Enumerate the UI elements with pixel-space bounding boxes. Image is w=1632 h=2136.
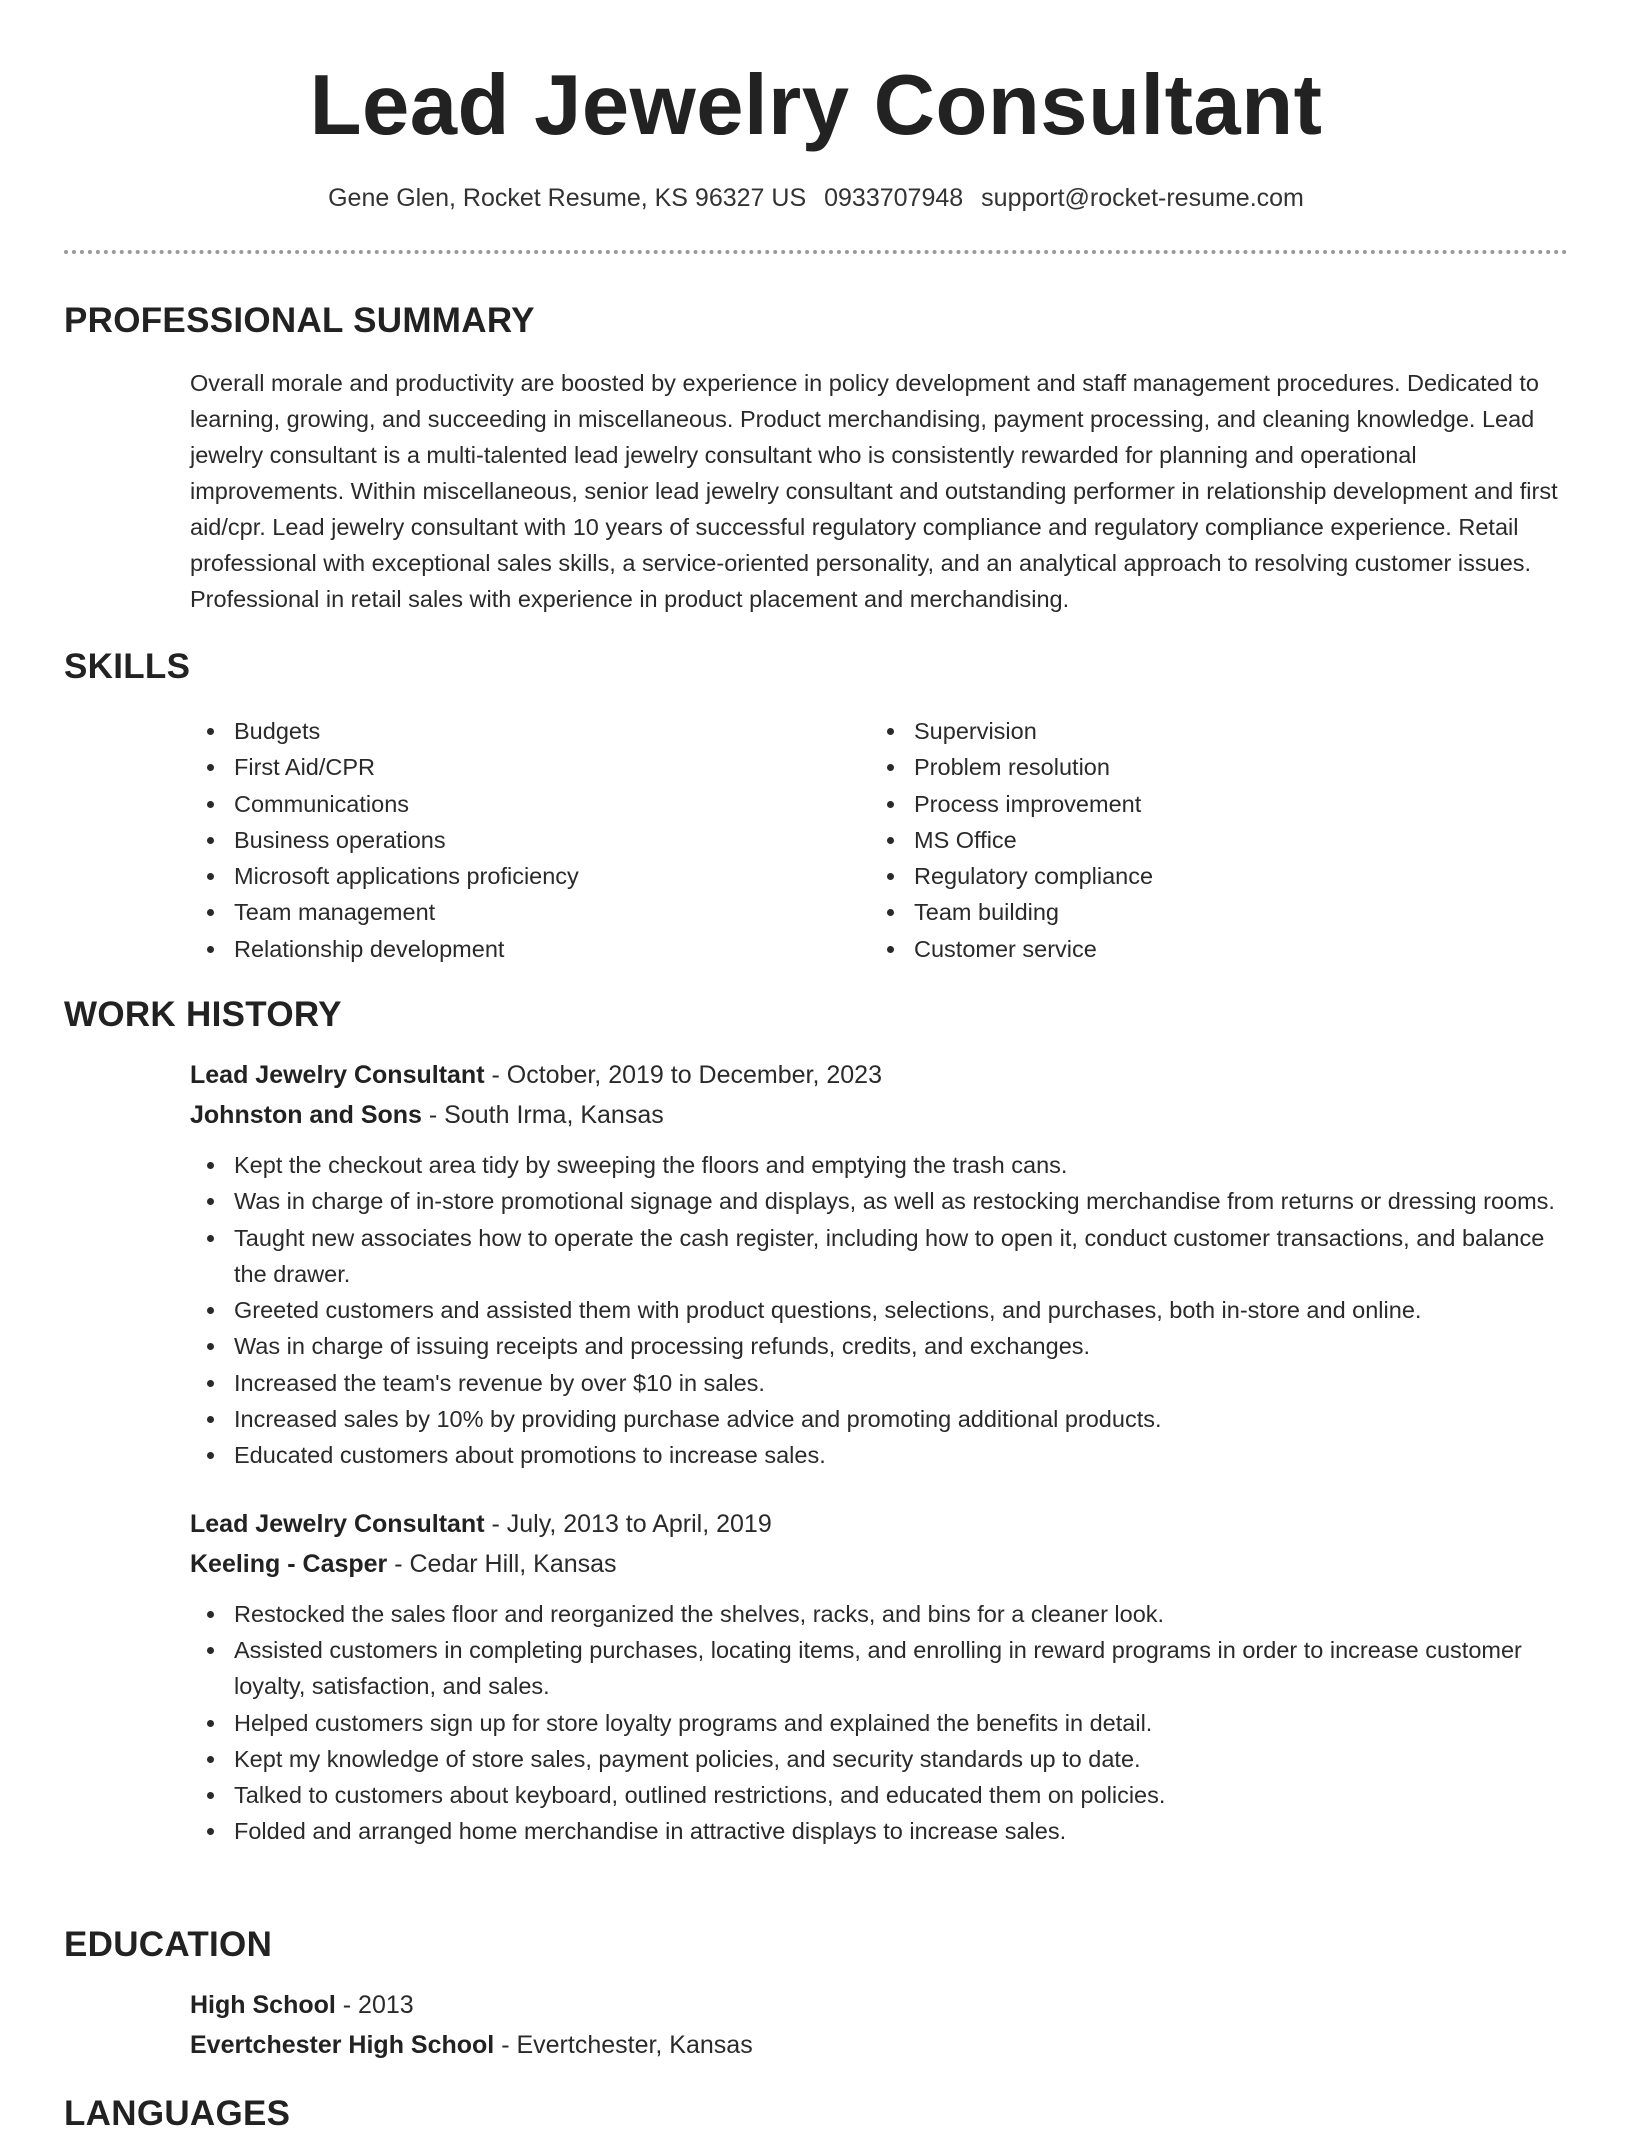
skill-item: Regulatory compliance: [914, 858, 1550, 894]
contact-address: Gene Glen, Rocket Resume, KS 96327 US: [328, 184, 807, 212]
skill-item: Team management: [234, 894, 870, 930]
education-section: [64, 1923, 1568, 2065]
work-history-heading: WORK HISTORY: [64, 995, 342, 1034]
skill-item: Customer service: [914, 931, 1550, 967]
job-bullets: [190, 1147, 1568, 1474]
skill-item: Budgets: [234, 713, 870, 749]
job-title-line: [190, 1504, 1568, 1544]
summary-heading: PROFESSIONAL SUMMARY: [64, 301, 535, 340]
job-bullet: Helped customers sign up for store loyalty programs and explained the benefits in detail.: [234, 1705, 1568, 1741]
languages-section: [64, 2092, 1568, 2136]
job-bullet: Folded and arranged home merchandise in attractive displays to increase sales.: [234, 1813, 1568, 1849]
education-location: - Evertchester, Kansas: [494, 2031, 753, 2059]
job-bullet: Talked to customers about keyboard, outlined restrictions, and educated them on policies.: [234, 1777, 1568, 1813]
skills-heading: SKILLS: [64, 647, 191, 686]
header-divider: [64, 250, 1568, 254]
resume-name: Lead Jewelry Consultant: [309, 58, 1323, 153]
job-bullet: Increased sales by 10% by providing purchase advice and promoting additional products.: [234, 1401, 1568, 1437]
skills-list: [190, 713, 1568, 967]
job-bullet: Restocked the sales floor and reorganized the shelves, racks, and bins for a cleaner look.: [234, 1596, 1568, 1632]
education-degree-line: [190, 1985, 1568, 2025]
skill-item: Process improvement: [914, 786, 1550, 822]
summary-text: Overall morale and productivity are boosted by experience in policy development and staff management procedures. Dedicated to learning, growing, and succeeding in miscellaneous. Product merchandising, payment processing, and cleaning knowledge. Lead jewelry consultant is a multi-talented lead jewelry consultant who is consistently rewarded for planning and operational improvements. Within miscellaneous, senior lead jewelry consultant and outstanding performer in relationship development and first aid/cpr. Lead jewelry consultant with 10 years of successful regulatory compliance and regulatory compliance experience. Retail professional with exceptional sales skills, a service-oriented personality, and an analytical approach to resolving customer issues. Professional in retail sales with experience in product placement and merchandising.: [190, 370, 1558, 612]
job-company-line: [190, 1544, 1568, 1584]
education-heading: EDUCATION: [64, 1925, 273, 1964]
skills-column-right: [870, 713, 1550, 967]
contact-line: [0, 180, 1632, 216]
job-dates: - July, 2013 to April, 2019: [484, 1509, 772, 1538]
job-bullet: Increased the team's revenue by over $10 in sales.: [234, 1365, 1568, 1401]
skill-item: Team building: [914, 894, 1550, 930]
job-bullet: Taught new associates how to operate the cash register, including how to open it, conduct customer transactions, and balance the drawer.: [234, 1220, 1568, 1293]
summary-section: [64, 299, 1568, 617]
skill-item: Relationship development: [234, 931, 870, 967]
languages-heading: LANGUAGES: [64, 2094, 291, 2133]
skill-item: Problem resolution: [914, 749, 1550, 785]
job-bullets: [190, 1596, 1568, 1850]
education-school: Evertchester High School: [190, 2031, 495, 2059]
job-title: Lead Jewelry Consultant: [190, 1509, 485, 1538]
job-title: Lead Jewelry Consultant: [190, 1061, 485, 1089]
job-bullet: Kept the checkout area tidy by sweeping the floors and emptying the trash cans.: [234, 1147, 1568, 1183]
education-year: - 2013: [335, 1991, 414, 2019]
education-entry: [190, 1985, 1568, 2065]
job-entry: [190, 1055, 1568, 1474]
education-degree: High School: [190, 1991, 336, 2019]
contact-phone: 0933707948: [824, 184, 964, 212]
job-dates: - October, 2019 to December, 2023: [484, 1061, 882, 1089]
job-location: - South Irma, Kansas: [421, 1101, 664, 1129]
job-bullet: Assisted customers in completing purchases, locating items, and enrolling in reward programs in order to increase customer loyalty, satisfaction, and sales.: [234, 1632, 1568, 1705]
job-company: Johnston and Sons: [190, 1101, 422, 1129]
skill-item: Communications: [234, 786, 870, 822]
skill-item: Microsoft applications proficiency: [234, 858, 870, 894]
work-history-section: [64, 993, 1568, 1850]
education-school-line: [190, 2025, 1568, 2065]
job-title-line: [190, 1055, 1568, 1095]
skills-section: [64, 645, 1568, 967]
job-bullet: Kept my knowledge of store sales, payment policies, and security standards up to date.: [234, 1741, 1568, 1777]
skill-item: MS Office: [914, 822, 1550, 858]
job-location: - Cedar Hill, Kansas: [387, 1549, 617, 1578]
job-bullet: Educated customers about promotions to increase sales.: [234, 1437, 1568, 1473]
job-company: Keeling - Casper: [190, 1549, 388, 1578]
job-bullet: Was in charge of issuing receipts and processing refunds, credits, and exchanges.: [234, 1328, 1568, 1364]
skills-column-left: [190, 713, 870, 967]
skill-item: First Aid/CPR: [234, 749, 870, 785]
job-bullet: Greeted customers and assisted them with product questions, selections, and purchases, both in-store and online.: [234, 1292, 1568, 1328]
skill-item: Business operations: [234, 822, 870, 858]
job-bullet: Was in charge of in-store promotional signage and displays, as well as restocking merchandise from returns or dressing rooms.: [234, 1183, 1568, 1219]
contact-email: support@rocket-resume.com: [981, 184, 1304, 212]
job-entry: [190, 1504, 1568, 1850]
skill-item: Supervision: [914, 713, 1550, 749]
job-company-line: [190, 1095, 1568, 1135]
